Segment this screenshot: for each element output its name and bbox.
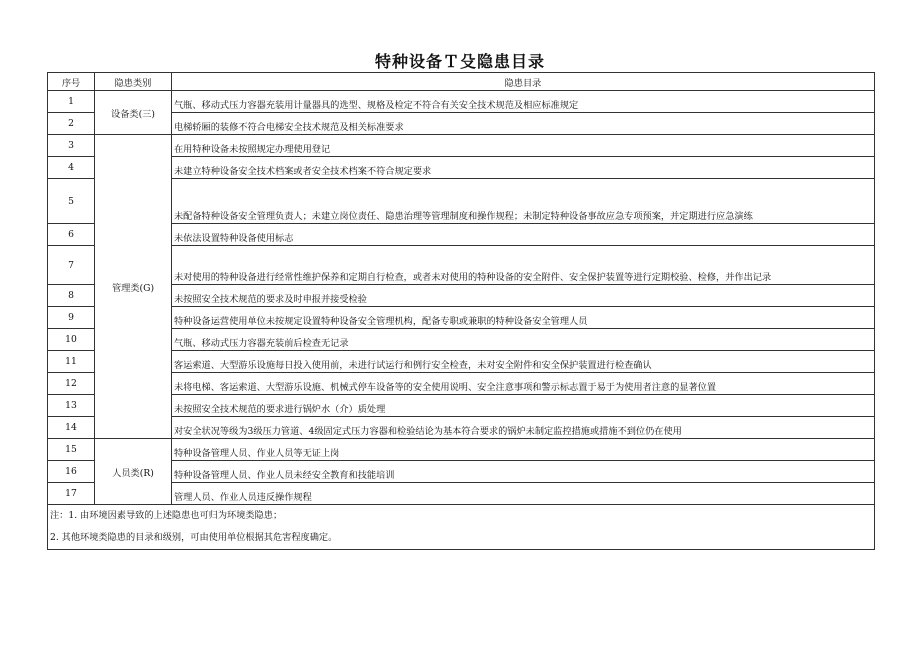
table-row bbox=[48, 329, 875, 351]
table-header-row bbox=[48, 73, 875, 91]
table-row bbox=[48, 395, 875, 417]
row-number: 1 bbox=[48, 91, 95, 113]
table-row bbox=[48, 461, 875, 483]
header-serial-number: 序号 bbox=[48, 73, 95, 91]
hazard-item: 未建立特种设备安全技术档案或者安全技术档案不符合规定要求 bbox=[172, 157, 875, 179]
table-row bbox=[48, 91, 875, 113]
row-number: 10 bbox=[48, 329, 95, 351]
row-number: 7 bbox=[48, 246, 95, 285]
table-row bbox=[48, 373, 875, 395]
row-number: 16 bbox=[48, 461, 95, 483]
hazard-item: 气瓶、移动式压力容器充装前后检查无记录 bbox=[172, 329, 875, 351]
table-row bbox=[48, 285, 875, 307]
row-number: 12 bbox=[48, 373, 95, 395]
header-hazard-category: 隐患类别 bbox=[95, 73, 172, 91]
category-management: 管理类(G) bbox=[95, 135, 172, 439]
table-row bbox=[48, 307, 875, 329]
hazard-item: 未按照安全技术规范的要求及时申报并接受检验 bbox=[172, 285, 875, 307]
row-number: 4 bbox=[48, 157, 95, 179]
hazard-item: 对安全状况等级为3级压力管道、4级固定式压力容器和检验结论为基本符合要求的锅炉未制定监控措施或措施不到位仍在使用 bbox=[172, 417, 875, 439]
table-row bbox=[48, 351, 875, 373]
hazard-item: 管理人员、作业人员违反操作规程 bbox=[172, 483, 875, 505]
table-row bbox=[48, 157, 875, 179]
hazard-item: 未对使用的特种设备进行经常性维护保养和定期自行检查，或者未对使用的特种设备的安全附件、安全保护装置等进行定期校验、检修，并作出记录 bbox=[172, 246, 875, 285]
table-row bbox=[48, 439, 875, 461]
row-number: 9 bbox=[48, 307, 95, 329]
category-personnel: 人员类(R) bbox=[95, 439, 172, 505]
row-number: 8 bbox=[48, 285, 95, 307]
row-number: 14 bbox=[48, 417, 95, 439]
row-number: 17 bbox=[48, 483, 95, 505]
hazard-item: 特种设备运营使用单位未按规定设置特种设备安全管理机构，配备专职或兼职的特种设备安全管理人员 bbox=[172, 307, 875, 329]
table-row bbox=[48, 483, 875, 505]
row-number: 2 bbox=[48, 113, 95, 135]
note-1: 注：1. 由环境因素导致的上述隐患也可归为环境类隐患； bbox=[50, 510, 283, 521]
row-number: 11 bbox=[48, 351, 95, 373]
hazard-item: 未配备特种设备安全管理负责人；未建立岗位责任、隐患治理等管理制度和操作规程；未制定特种设备事故应急专项预案，并定期进行应急演练 bbox=[172, 179, 875, 224]
hazard-item: 未按照安全技术规范的要求进行锅炉水（介）质处理 bbox=[172, 395, 875, 417]
category-equipment: 设备类(三) bbox=[95, 91, 172, 135]
table-row bbox=[48, 417, 875, 439]
hazard-item: 在用特种设备未按照规定办理使用登记 bbox=[172, 135, 875, 157]
table-row bbox=[48, 246, 875, 285]
hazard-catalog-table bbox=[47, 72, 875, 550]
document-title: 特种设备Ｔ殳隐患目录 bbox=[374, 52, 545, 71]
row-number: 15 bbox=[48, 439, 95, 461]
hazard-item: 客运索道、大型游乐设施每日投入使用前，未进行试运行和例行安全检查，未对安全附件和安全保护装置进行检查确认 bbox=[172, 351, 875, 373]
hazard-item: 特种设备管理人员、作业人员未经安全教育和技能培训 bbox=[172, 461, 875, 483]
row-number: 5 bbox=[48, 179, 95, 224]
hazard-item: 气瓶、移动式压力容器充装用计量器具的选型、规格及检定不符合有关安全技术规范及相应标准规定 bbox=[172, 91, 875, 113]
row-number: 3 bbox=[48, 135, 95, 157]
hazard-item: 特种设备管理人员、作业人员等无证上岗 bbox=[172, 439, 875, 461]
table-row bbox=[48, 224, 875, 246]
table-row bbox=[48, 135, 875, 157]
notes-cell bbox=[48, 505, 875, 550]
hazard-item: 未将电梯、客运索道、大型游乐设施、机械式停车设备等的安全使用说明、安全注意事项和警示标志置于易于为使用者注意的显著位置 bbox=[172, 373, 875, 395]
hazard-item: 电梯轿厢的装修不符合电梯安全技术规范及相关标准要求 bbox=[172, 113, 875, 135]
notes-row bbox=[48, 505, 875, 550]
table-row bbox=[48, 113, 875, 135]
note-2: 2. 其他环境类隐患的目录和级别，可由使用单位根据其危害程度确定。 bbox=[50, 532, 338, 543]
header-hazard-catalog: 隐患目录 bbox=[172, 73, 875, 91]
table-row bbox=[48, 179, 875, 224]
row-number: 13 bbox=[48, 395, 95, 417]
row-number: 6 bbox=[48, 224, 95, 246]
hazard-item: 未依法设置特种设备使用标志 bbox=[172, 224, 875, 246]
